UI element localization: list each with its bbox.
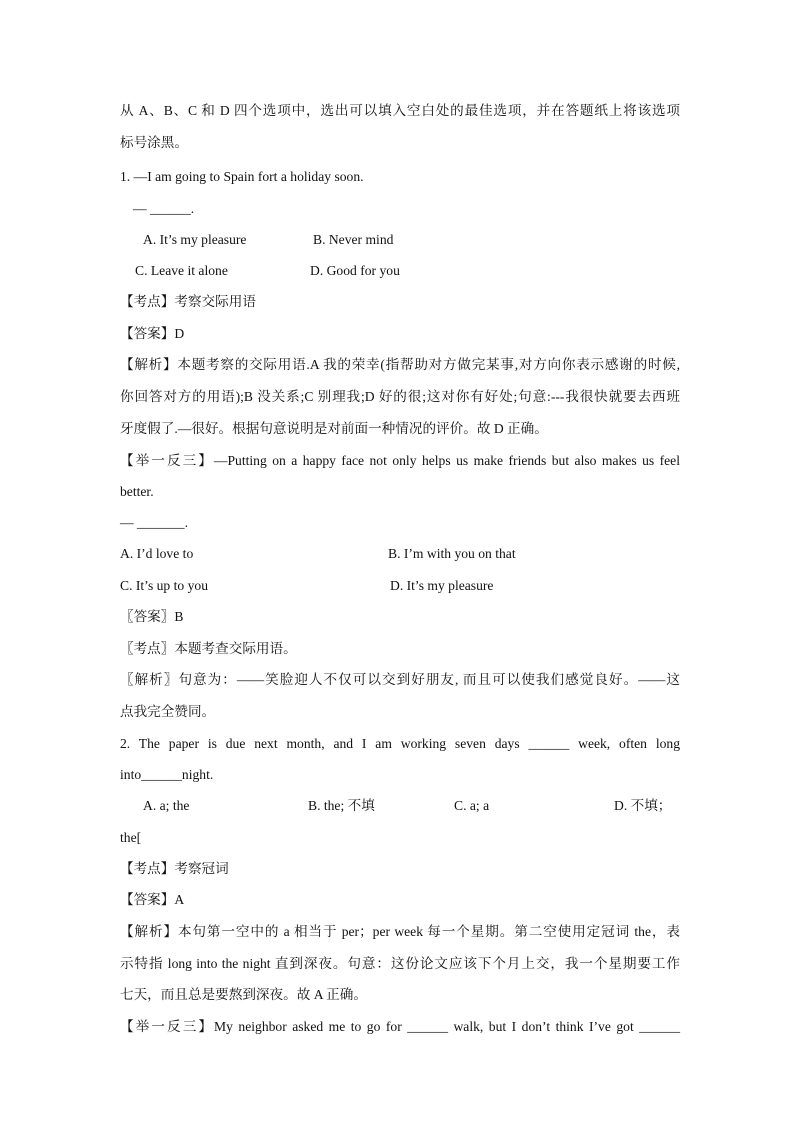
q1-option-a: A. It’s my pleasure <box>143 232 247 247</box>
q1-analysis-line-1: 【解析】本题考察的交际用语.A 我的荣幸(指帮助对方做完某事,对方向你表示感谢的时候, <box>120 357 680 372</box>
q1-extension-answer: 〖答案〗B <box>120 609 184 624</box>
q1-option-b: B. Never mind <box>313 232 394 247</box>
q1-extension-kaodian: 〖考点〗本题考查交际用语。 <box>120 641 297 656</box>
q2-option-c: C. a; a <box>454 798 490 813</box>
q1-extension-analysis-line-2: 点我完全赞同。 <box>120 704 216 719</box>
q2-analysis-line-3: 七天，而且总是要熬到深夜。故 A 正确。 <box>120 987 367 1002</box>
q2-answer: 【答案】A <box>120 892 185 907</box>
q2-option-a: A. a; the <box>143 798 190 813</box>
q1-analysis-line-2: 你回答对方的用语);B 没关系;C 别理我;D 好的很;这对你有好处;句意:---我很快就要去西班 <box>120 389 680 404</box>
q1-analysis-line-3: 牙度假了.—很好。根据句意说明是对前面一种情况的评价。故 D 正确。 <box>120 421 548 436</box>
q1-reply-blank: — ______. <box>133 201 195 216</box>
q1-extension-option-c: C. It’s up to you <box>120 578 208 593</box>
q1-extension-analysis-line-1: 〖解析〗句意为：——笑脸迎人不仅可以交到好朋友, 而且可以使我们感觉良好。——这 <box>120 672 680 687</box>
q2-stem-line-1: 2. The paper is due next month, and I am working seven days ______ week, often long <box>120 736 680 751</box>
q1-extension-line-2: better. <box>120 484 154 499</box>
q2-option-d: D. 不填； <box>614 798 672 813</box>
q2-option-b: B. the; 不填 <box>308 798 375 813</box>
q1-stem: 1. —I am going to Spain fort a holiday soon. <box>120 169 364 184</box>
q1-option-d: D. Good for you <box>310 263 400 278</box>
q2-extension-line-1: 【举一反三】My neighbor asked me to go for ______ walk, but I don’t think I’ve got ______ <box>120 1019 680 1034</box>
q2-kaodian: 【考点】考察冠词 <box>120 861 229 876</box>
intro-line-2: 标号涂黑。 <box>120 135 188 150</box>
q1-extension-reply-blank: — _______. <box>120 515 188 530</box>
q1-extension-option-b: B. I’m with you on that <box>388 546 516 561</box>
q1-option-c: C. Leave it alone <box>135 263 228 278</box>
q1-extension-option-d: D. It’s my pleasure <box>390 578 494 593</box>
q1-extension-option-a: A. I’d love to <box>120 546 194 561</box>
intro-line-1: 从 A、B、C 和 D 四个选项中，选出可以填入空白处的最佳选项，并在答题纸上将该选项 <box>120 103 680 118</box>
q1-kaodian: 【考点】考察交际用语 <box>120 294 256 309</box>
q2-stem-line-2: into______night. <box>120 767 214 782</box>
q2-option-wrap: the[ <box>120 830 142 845</box>
q1-extension-line-1: 【举一反三】—Putting on a happy face not only helps us make friends but also makes us feel <box>120 453 680 468</box>
q2-analysis-line-2: 示特指 long into the night 直到深夜。句意：这份论文应该下个月上交，我一个星期要工作 <box>120 956 680 971</box>
q2-analysis-line-1: 【解析】本句第一空中的 a 相当于 per；per week 每一个星期。第二空使用定冠词 the，表 <box>120 924 680 939</box>
q1-answer: 【答案】D <box>120 326 185 341</box>
